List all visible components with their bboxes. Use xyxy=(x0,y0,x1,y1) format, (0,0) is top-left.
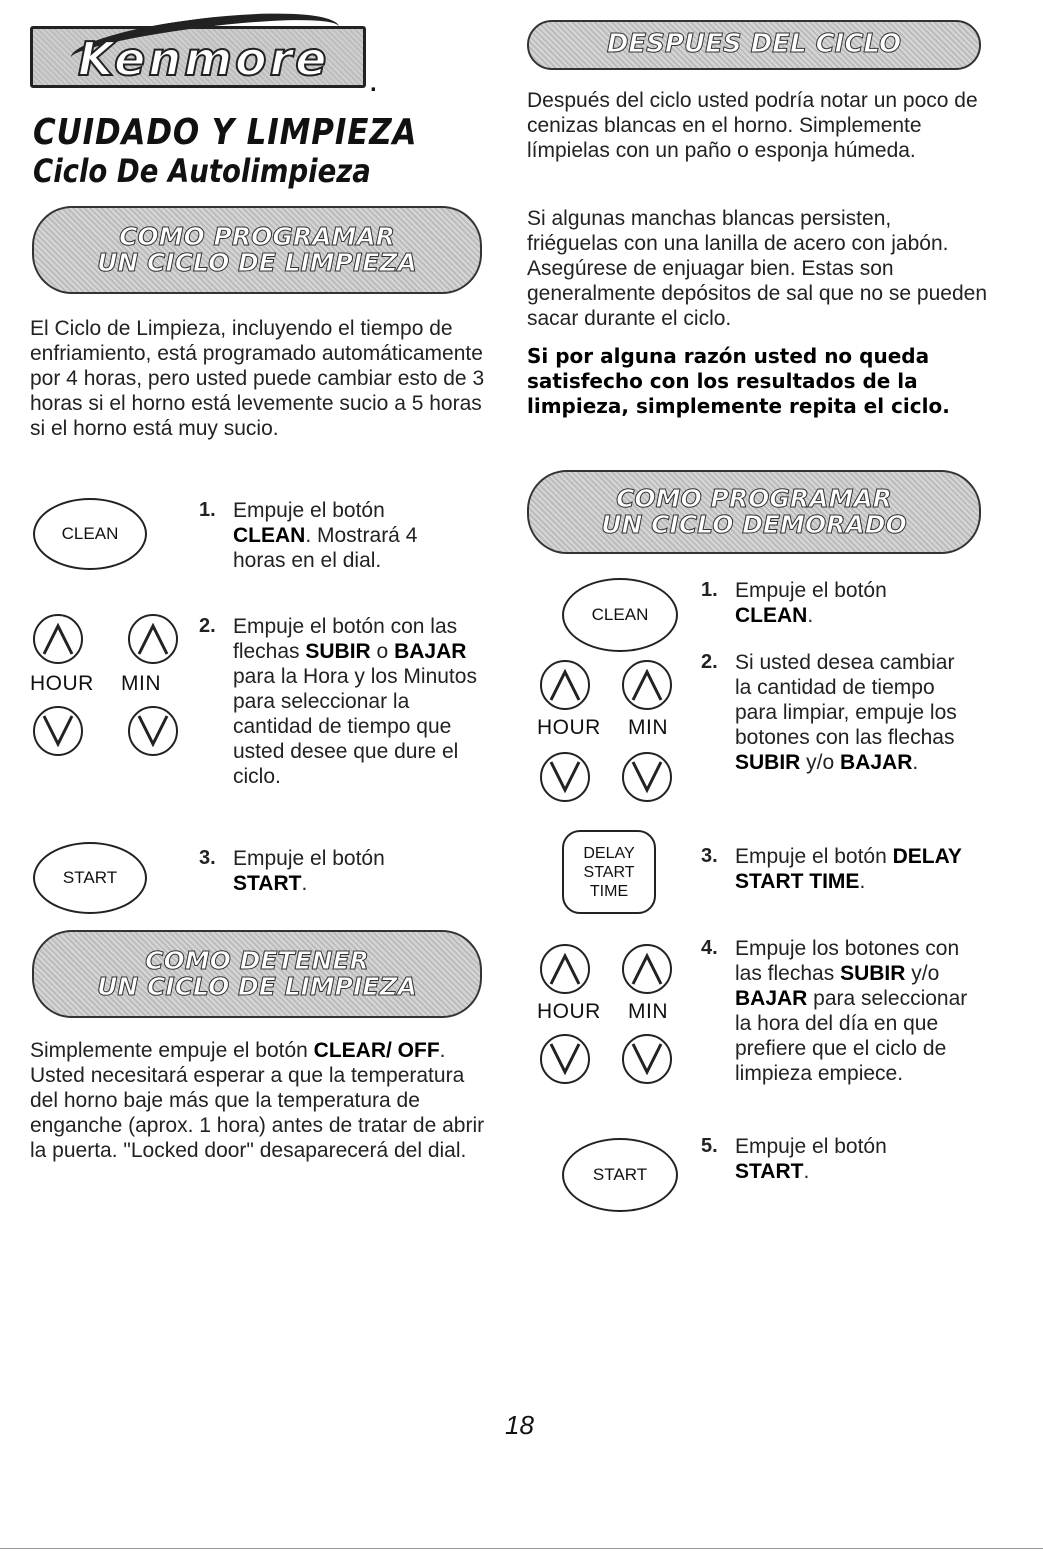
step-2-arrows xyxy=(199,614,478,789)
banner-line-1: COMO DETENER xyxy=(145,945,369,975)
step-text: . xyxy=(301,872,308,895)
after-cycle-paragraph-3 xyxy=(527,344,987,419)
banner-como-detener xyxy=(32,930,482,1018)
hour-up-arrow-icon xyxy=(540,660,590,710)
banner-ciclo-demorado xyxy=(527,470,981,554)
step-number: 2. xyxy=(701,651,718,673)
start-button-icon xyxy=(562,1138,678,1212)
page-subtitle: Ciclo De Autolimpieza xyxy=(33,152,371,190)
step-bold: START xyxy=(735,1160,804,1183)
min-up-arrow-icon xyxy=(622,660,672,710)
step-number: 1. xyxy=(199,499,216,521)
banner-como-programar-limpieza xyxy=(32,206,482,294)
start-label: START xyxy=(583,863,635,881)
step-number: 1. xyxy=(701,579,718,601)
after-cycle-paragraph-1: Después del ciclo usted podría notar un poco de cenizas blancas en el horno. Simplemente límpielas con un paño o esponja húmeda. xyxy=(527,89,978,162)
step-text: . xyxy=(912,751,919,774)
step-text: para seleccionar la hora del día en que prefiere que el ciclo de limpieza empiece. xyxy=(735,987,968,1085)
stop-cycle-paragraph xyxy=(30,1038,485,1163)
hour-up-arrow-icon xyxy=(540,944,590,994)
bottom-divider xyxy=(0,1548,1043,1549)
para-text: Simplemente empuje el botón xyxy=(30,1039,314,1062)
min-down-arrow-icon xyxy=(622,1034,672,1084)
step-text: Empuje el botón xyxy=(735,1135,887,1158)
step-bold: START xyxy=(233,872,302,895)
min-down-arrow-icon xyxy=(128,706,178,756)
start-button-label: START xyxy=(592,1165,648,1184)
step-text: para la Hora y los Minutos para seleccionar la cantidad de tiempo que usted desee que dure el ciclo. xyxy=(233,665,477,788)
step-bold: CLEAN xyxy=(233,524,306,547)
step-text: . Mostrará 4 horas en el dial. xyxy=(233,524,418,572)
step-text: . xyxy=(859,870,866,893)
hour-down-arrow-icon xyxy=(540,1034,590,1084)
start-button-icon xyxy=(33,842,147,914)
clean-button-icon xyxy=(33,498,147,570)
step-bold: BAJAR xyxy=(394,640,467,663)
para-bold: Si por alguna razón usted no queda satisfecho con los resultados de la limpieza, simplemente repita el ciclo. xyxy=(527,344,950,418)
step-number: 2. xyxy=(199,615,216,637)
step-text: o xyxy=(370,640,395,663)
step-text: Empuje los botones con las flechas xyxy=(735,937,960,985)
delay-label: DELAY xyxy=(583,844,635,862)
step-text: . xyxy=(803,1160,810,1183)
banner-line-1: COMO PROGRAMAR xyxy=(119,221,395,251)
min-up-arrow-icon xyxy=(622,944,672,994)
step-bold: SUBIR xyxy=(840,962,906,985)
step-text: Si usted desea cambiar la cantidad de tiempo para limpiar, empuje los botones con las flechas xyxy=(735,651,957,749)
page-number: 18 xyxy=(505,1410,534,1440)
step-text: y/o xyxy=(905,962,940,985)
clean-button-icon xyxy=(562,578,678,652)
banner-line-1: COMO PROGRAMAR xyxy=(616,483,892,513)
banner-line-1: DESPUES DEL CICLO xyxy=(606,29,902,60)
step-bold: DELAY START TIME xyxy=(735,845,962,893)
delay-step-4 xyxy=(701,936,985,1086)
hour-down-arrow-icon xyxy=(33,706,83,756)
kenmore-logo xyxy=(30,18,377,97)
step-text: Empuje el botón xyxy=(233,499,385,522)
step-number: 3. xyxy=(701,845,718,867)
start-button-label: START xyxy=(62,868,118,887)
step-text: Empuje el botón xyxy=(735,845,893,868)
hour-up-arrow-icon xyxy=(33,614,83,664)
step-3-start xyxy=(199,846,453,896)
banner-line-2: UN CICLO DE LIMPIEZA xyxy=(97,248,417,277)
min-label: MIN xyxy=(121,672,161,695)
hour-down-arrow-icon xyxy=(540,752,590,802)
banner-line-2: UN CICLO DE LIMPIEZA xyxy=(97,972,417,1001)
para-bold: CLEAR/ OFF xyxy=(313,1039,440,1062)
step-text: Empuje el botón con las flechas xyxy=(233,615,458,663)
step-bold: BAJAR xyxy=(735,987,808,1010)
step-text: Empuje el botón xyxy=(735,579,887,602)
logo-text: Kenmore xyxy=(78,32,330,86)
logo-dot: . xyxy=(370,70,377,97)
after-cycle-paragraph-2: Si algunas manchas blancas persisten, friéguelas con una lanilla de acero con jabón. Asegúrese de enjuagar bien. Estas son generalmente depósitos de sal que no se pueden sacar durante el ciclo. xyxy=(527,207,988,330)
time-label: TIME xyxy=(589,882,629,900)
min-label: MIN xyxy=(628,716,668,739)
min-up-arrow-icon xyxy=(128,614,178,664)
delay-step-1 xyxy=(701,578,965,628)
hour-label: HOUR xyxy=(537,716,601,739)
delay-step-2 xyxy=(701,650,970,775)
step-bold: SUBIR xyxy=(735,751,801,774)
intro-paragraph: El Ciclo de Limpieza, incluyendo el tiempo de enfriamiento, está programado automáticamente por 4 horas, pero usted puede cambiar esto de 3 horas si el horno está levemente sucio a 5 horas si el horno está muy sucio. xyxy=(30,317,485,440)
step-text: Empuje el botón xyxy=(233,847,385,870)
step-bold: SUBIR xyxy=(305,640,371,663)
banner-line-2: UN CICLO DEMORADO xyxy=(601,510,907,539)
banner-despues-del-ciclo xyxy=(527,20,981,70)
step-number: 5. xyxy=(701,1135,718,1157)
step-bold: BAJAR xyxy=(840,751,913,774)
hour-label: HOUR xyxy=(537,1000,601,1023)
para-text: . Usted necesitará esperar a que la temperatura del horno baje más que la temperatura de enganche (aprox. 1 hora) antes de tratar de abrir la puerta. "Locked door" desaparecerá del dial. xyxy=(30,1039,485,1162)
page-title: CUIDADO Y LIMPIEZA xyxy=(33,112,418,153)
delay-step-3 xyxy=(701,844,970,894)
step-text: y/o xyxy=(800,751,841,774)
clean-button-label: CLEAN xyxy=(591,605,649,624)
clean-button-label: CLEAN xyxy=(61,524,119,543)
step-1-clean xyxy=(199,498,453,573)
min-down-arrow-icon xyxy=(622,752,672,802)
step-number: 3. xyxy=(199,847,216,869)
step-bold: CLEAN xyxy=(735,604,808,627)
step-number: 4. xyxy=(701,937,718,959)
hour-label: HOUR xyxy=(30,672,94,695)
step-text: . xyxy=(807,604,814,627)
delay-step-5 xyxy=(701,1134,965,1184)
min-label: MIN xyxy=(628,1000,668,1023)
delay-start-time-button-icon xyxy=(562,830,656,914)
